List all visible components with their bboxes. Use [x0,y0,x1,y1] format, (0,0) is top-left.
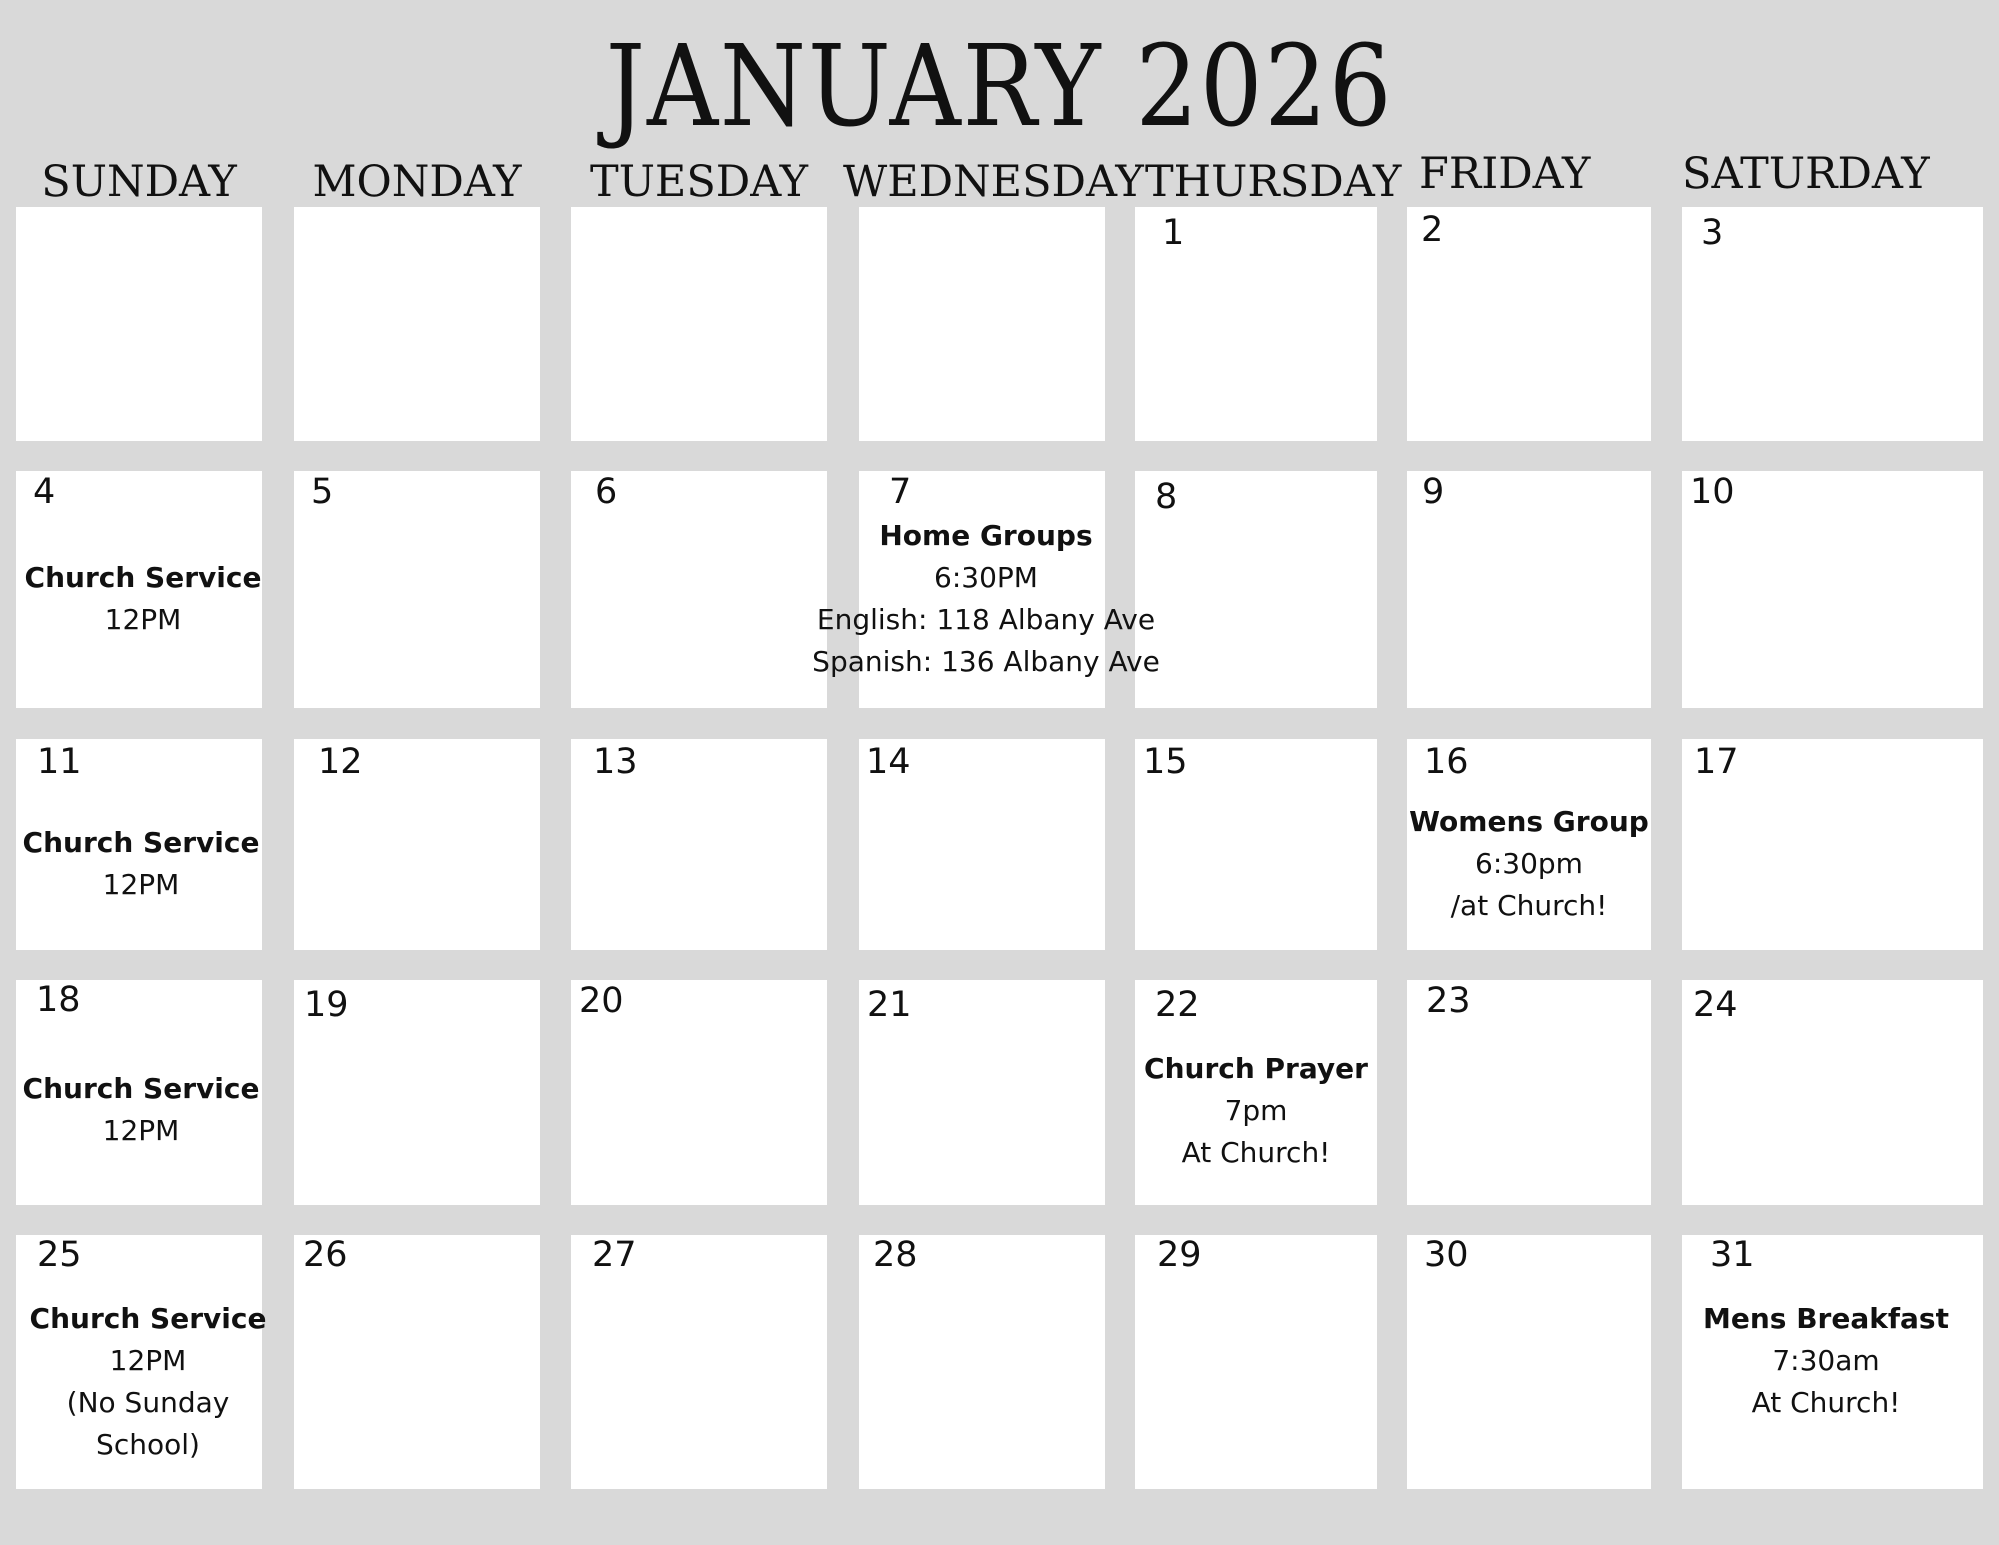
event-title: Womens Group [1409,805,1649,838]
weekday-monday: MONDAY [312,157,522,207]
day-number: 12 [318,742,363,782]
weekday-thursday: THURSDAY [1145,157,1402,207]
calendar-cell-jan-23[interactable] [1407,980,1651,1205]
calendar-cell-jan-12[interactable] [294,739,540,950]
day-number: 31 [1710,1235,1755,1275]
calendar-cell-jan-19[interactable] [294,980,540,1205]
day-number: 6 [595,472,618,512]
day-number: 17 [1694,742,1739,782]
calendar-cell-empty [859,207,1105,441]
day-number: 18 [36,980,81,1020]
day-number: 4 [33,472,56,512]
calendar-cell-jan-21[interactable] [859,980,1105,1205]
calendar-cell-jan-1[interactable] [1135,207,1377,441]
day-number: 15 [1143,742,1188,782]
day-number: 8 [1155,477,1178,517]
day-number: 25 [37,1235,82,1275]
event-location-spanish: Spanish: 136 Albany Ave [812,645,1160,678]
calendar-cell-empty [571,207,827,441]
event-location: /at Church! [1450,889,1608,922]
event-mens-breakfast-jan-31 [1682,1298,1970,1424]
event-church-service-jan-4 [23,557,263,641]
day-number: 21 [867,985,912,1025]
calendar-cell-empty [16,207,262,441]
day-number: 3 [1701,213,1724,253]
event-time: 7pm [1224,1094,1288,1127]
day-number: 2 [1421,210,1444,250]
day-number: 1 [1162,213,1185,253]
day-number: 9 [1422,472,1445,512]
event-title: Church Service [29,1302,267,1335]
event-church-service-jan-25 [26,1298,270,1466]
event-time: 12PM [102,868,180,901]
event-title: Church Service [22,826,260,859]
event-location: At Church! [1181,1136,1331,1169]
day-number: 13 [593,742,638,782]
calendar-cell-jan-5[interactable] [294,471,540,708]
weekday-tuesday: TUESDAY [590,157,808,207]
event-title: Church Service [24,561,262,594]
calendar-cell-jan-28[interactable] [859,1235,1105,1489]
calendar-cell-jan-3[interactable] [1682,207,1983,441]
weekday-saturday: SATURDAY [1682,149,1930,199]
event-time: 7:30am [1772,1344,1880,1377]
day-number: 19 [304,985,349,1025]
event-title: Mens Breakfast [1703,1302,1949,1335]
event-womens-group-jan-16 [1407,801,1651,927]
day-number: 22 [1155,985,1200,1025]
event-time: 12PM [102,1114,180,1147]
event-church-service-jan-11 [21,822,261,906]
day-number: 27 [592,1235,637,1275]
day-number: 5 [311,472,334,512]
event-time: 12PM [104,603,182,636]
day-number: 29 [1157,1235,1202,1275]
event-church-service-jan-18 [21,1068,261,1152]
event-location: At Church! [1751,1386,1901,1419]
calendar-cell-jan-29[interactable] [1135,1235,1377,1489]
calendar-cell-jan-20[interactable] [571,980,827,1205]
calendar-cell-jan-24[interactable] [1682,980,1983,1205]
event-home-groups-jan-7 [786,515,1186,683]
calendar-cell-jan-30[interactable] [1407,1235,1651,1489]
day-number: 30 [1424,1235,1469,1275]
day-number: 24 [1693,985,1738,1025]
calendar-cell-jan-9[interactable] [1407,471,1651,708]
day-number: 7 [889,472,912,512]
calendar-cell-jan-27[interactable] [571,1235,827,1489]
event-note: School) [96,1428,200,1461]
event-church-prayer-jan-22 [1135,1048,1377,1174]
calendar-title: JANUARY 2026 [605,22,1394,152]
day-number: 14 [866,742,911,782]
day-number: 16 [1424,742,1469,782]
event-time: 6:30PM [934,561,1038,594]
event-title: Church Prayer [1144,1052,1368,1085]
calendar-cell-jan-13[interactable] [571,739,827,950]
event-time: 6:30pm [1475,847,1583,880]
weekday-friday: FRIDAY [1419,149,1591,199]
calendar-cell-empty [294,207,540,441]
event-note: (No Sunday [66,1386,230,1419]
calendar-cell-jan-10[interactable] [1682,471,1983,708]
day-number: 26 [303,1235,348,1275]
calendar-cell-jan-17[interactable] [1682,739,1983,950]
event-title: Home Groups [879,519,1093,552]
calendar-cell-jan-14[interactable] [859,739,1105,950]
weekday-sunday: SUNDAY [41,157,237,207]
event-time: 12PM [109,1344,187,1377]
calendar-cell-jan-15[interactable] [1135,739,1377,950]
calendar-cell-jan-2[interactable] [1407,207,1651,441]
day-number: 28 [873,1235,918,1275]
day-number: 10 [1690,472,1735,512]
event-location-english: English: 118 Albany Ave [816,603,1156,636]
day-number: 20 [579,981,624,1021]
day-number: 11 [37,742,82,782]
event-title: Church Service [22,1072,260,1105]
weekday-wednesday: WEDNESDAY [843,157,1144,207]
calendar-cell-jan-26[interactable] [294,1235,540,1489]
day-number: 23 [1426,981,1471,1021]
